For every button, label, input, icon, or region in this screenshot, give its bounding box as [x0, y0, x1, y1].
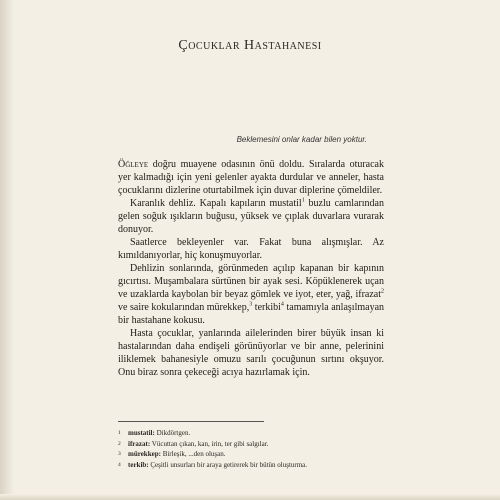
paragraph-3: Saatlerce bekleyenler var. Fakat buna alışmışlar. Az kımıldanıyorlar, hiç konuşmuyorlar. — [118, 237, 384, 261]
footnote-term: mürekkep: — [128, 450, 161, 458]
footnote — [118, 428, 384, 439]
footnote-definition: Dikdörtgen. — [154, 429, 191, 437]
footnote-number: 2 — [118, 440, 121, 447]
footnote-ref-4: 4 — [280, 301, 284, 308]
page-gutter-shadow — [0, 0, 14, 500]
footnote-definition: Çeşitli unsurları bir araya getirerek bir bütün oluşturma. — [148, 460, 308, 469]
footnote-number: 4 — [118, 461, 121, 468]
footnote-term: terkib: — [128, 460, 149, 469]
footnote-number: 3 — [118, 451, 121, 457]
paragraph-2 — [118, 197, 384, 236]
footnote-ref-2: 2 — [381, 288, 384, 295]
paragraph-4-b: ve saire kokularından mürekkep, — [118, 302, 250, 313]
footnote-definition: Vücuttan çıkan, kan, irin, ter gibi salgılar. — [150, 439, 269, 448]
chapter-title — [0, 38, 500, 54]
chapter-title-rest: ocuklar Hastahanesi — [188, 38, 322, 53]
paragraph-4-d: tamamıyla anlaşılmayan bir hastahane kokusu. — [118, 302, 385, 326]
paragraph-5: Hasta çocuklar, yanlarında ailelerinden birer büyük insan ki hastalarından daha endişeli görünüyorlar ve bir anne, pelerinini iliklemek bahanesiyle omuzu sarılı çocuğunun sırtını okşuyor. Onu biraz sonra çekeceği acıya hazırlamak için. — [118, 328, 384, 378]
footnote — [118, 460, 384, 471]
paragraph-4 — [118, 262, 384, 327]
footnote-term: mustatil: — [128, 429, 155, 437]
footnote-definition: Birleşik, ...den oluşan. — [160, 450, 226, 458]
footnote-ref-1: 1 — [301, 197, 305, 204]
paragraph-1 — [118, 158, 384, 197]
footnote-ref-3: 3 — [249, 301, 253, 308]
chapter-body — [118, 158, 384, 379]
footnote-rule — [118, 421, 264, 422]
footnote — [118, 439, 384, 450]
paragraph-2-b: buzlu camlarından gelen soğuk ışıkların buğusu, yüksek ve çıplak duvarlara vurarak donuyor. — [118, 198, 384, 235]
epigraph: Beklemesini onlar kadar bilen yoktur. — [236, 135, 367, 144]
footnote — [118, 449, 384, 460]
footnotes — [118, 428, 384, 470]
footnote-number: 1 — [118, 430, 121, 436]
page-bottom-edge — [0, 494, 500, 500]
paragraph-1-text: doğru muayene odasının önü doldu. Sıralarda oturacak yer kalmadığı için yeni gelenler ayakta durdular ve anneler, hasta çocuklarını dizlerine oturtabilmek için duvar diplerine çömeldiler. — [118, 159, 384, 196]
paragraph-4-a: Dehlizin sonlarında, görünmeden açılıp kapanan bir kapının gıcırtısı. Muşambalara sürtünen bir ayak sesi. Köpüklenerek uçan ve uzaklarda kaybolan bir beyaz gömlek ve iyot, eter, yağ, ifrazat — [118, 263, 384, 300]
chapter-title-initial: Ç — [178, 38, 189, 53]
paragraph-4-c: terkibi — [252, 302, 281, 313]
paragraph-2-a: Karanlık dehliz. Kapalı kapıların mustatil — [130, 198, 302, 209]
paragraph-1-lead: Öğleye — [118, 159, 149, 170]
footnote-term: ifrazat: — [128, 439, 151, 448]
